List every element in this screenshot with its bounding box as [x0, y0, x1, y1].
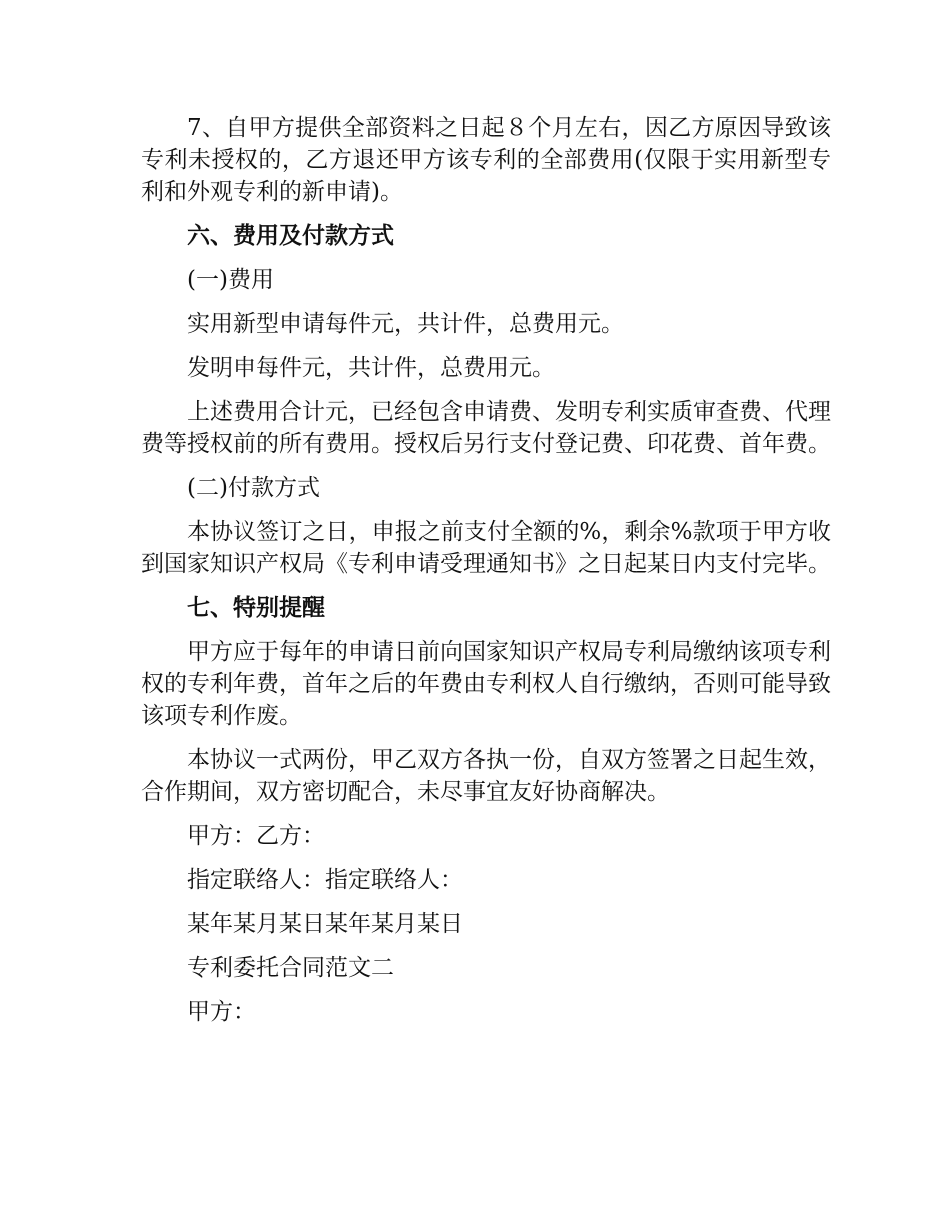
- signature-dates: 某年某月某日某年某月某日: [187, 911, 463, 937]
- document-title-second: 专利委托合同范文二: [187, 955, 394, 981]
- signature-contacts: 指定联络人：指定联络人：: [187, 867, 463, 893]
- section-heading-fees: 六、费用及付款方式: [187, 223, 394, 249]
- document-page: [141, 112, 831, 1040]
- paragraph-copies: 本协议一式两份，甲乙双方各执一份，自双方签署之日起生效，合作期间，双方密切配合，未尽事宜友好协商解决。: [141, 747, 831, 805]
- paragraph-refund-clause: 7、自甲方提供全部资料之日起８个月左右，因乙方原因导致该专利未授权的，乙方退还甲方该专利的全部费用(仅限于实用新型专利和外观专利的新申请)。: [141, 115, 831, 205]
- section-heading-reminder: 七、特别提醒: [187, 595, 325, 621]
- paragraph-utility-fee: 实用新型申请每件元，共计件，总费用元。: [187, 311, 624, 337]
- paragraph-fee-total: 上述费用合计元，已经包含申请费、发明专利实质审查费、代理费等授权前的所有费用。授权后另行支付登记费、印花费、首年费。: [141, 399, 831, 457]
- party-a-label: 甲方：: [187, 999, 256, 1025]
- signature-parties: 甲方：乙方：: [187, 823, 325, 849]
- paragraph-payment-terms: 本协议签订之日，申报之前支付全额的%，剩余%款项于甲方收到国家知识产权局《专利申请受理通知书》之日起某日内支付完毕。: [141, 519, 831, 577]
- paragraph-annual-fee: 甲方应于每年的申请日前向国家知识产权局专利局缴纳该项专利权的专利年费，首年之后的年费由专利权人自行缴纳，否则可能导致该项专利作废。: [141, 639, 831, 729]
- subheading-fees: (一)费用: [187, 267, 274, 293]
- paragraph-invention-fee: 发明申每件元，共计件，总费用元。: [187, 355, 555, 381]
- subheading-payment-method: (二)付款方式: [187, 475, 320, 501]
